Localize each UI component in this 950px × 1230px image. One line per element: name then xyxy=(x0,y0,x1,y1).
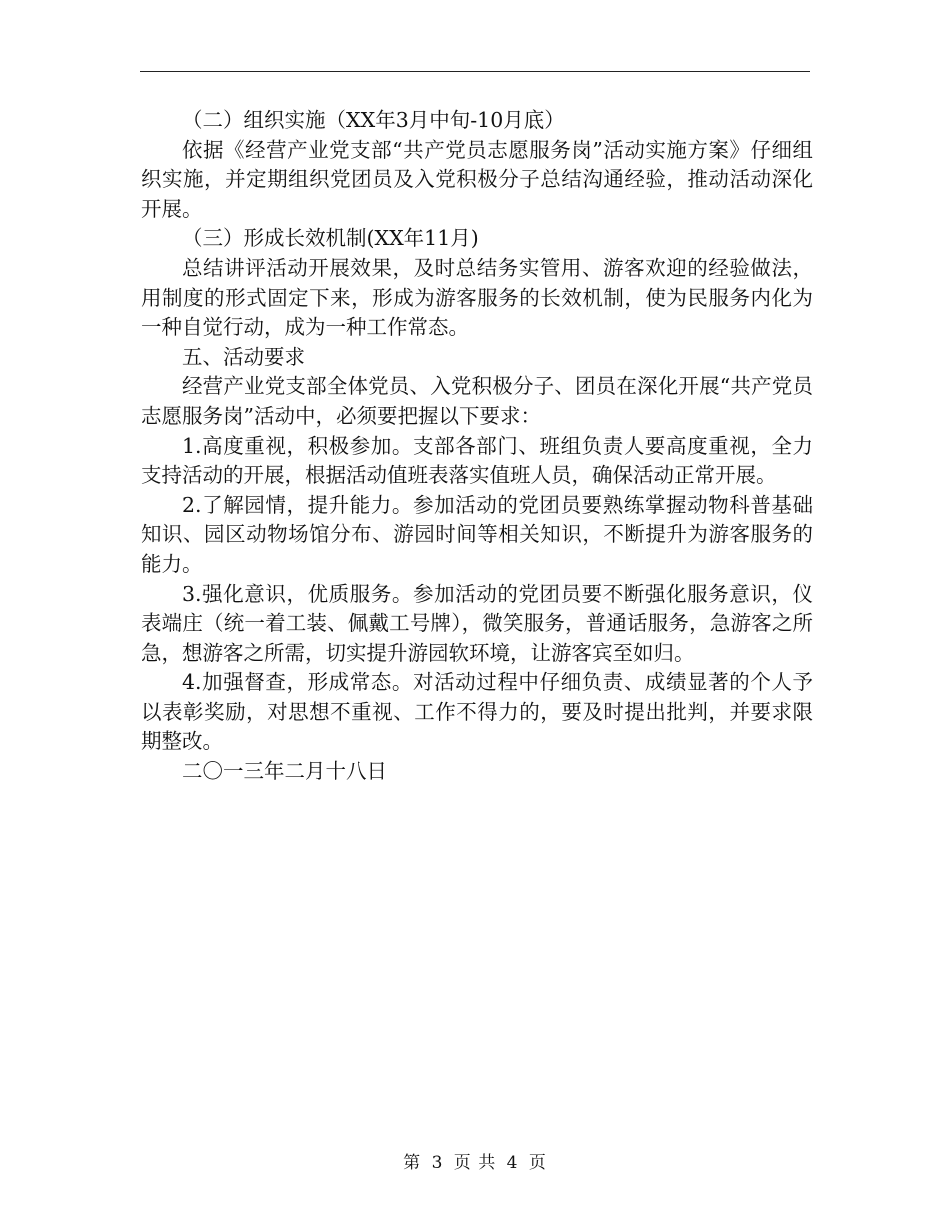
document-date: 二〇一三年二月十八日 xyxy=(182,759,387,784)
page-label-prefix: 第 xyxy=(403,1153,422,1173)
section-heading-requirements: 五、活动要求 xyxy=(182,344,305,369)
section-heading-long-term-mechanism: （三）形成长效机制(XX年11月) xyxy=(182,226,479,251)
page-footer xyxy=(0,1148,950,1173)
current-page-number: 3 xyxy=(431,1153,444,1173)
header-rule xyxy=(140,71,810,72)
requirement-item-2: 2.了解园情，提升能力。参加活动的党团员要熟练掌握动物科普基础知识、园区动物场馆分布、游园时间等相关知识，不断提升为游客服务的能力。 xyxy=(141,492,813,576)
paragraph-long-term-mechanism: 总结讲评活动开展效果，及时总结务实管用、游客欢迎的经验做法，用制度的形式固定下来，形成为游客服务的长效机制，使为民服务内化为一种自觉行动，成为一种工作常态。 xyxy=(141,255,813,340)
paragraph-implementation: 依据《经营产业党支部“共产党员志愿服务岗”活动实施方案》仔细组织实施，并定期组织党团员及入党积极分子总结沟通经验，推动活动深化开展。 xyxy=(141,137,813,221)
section-heading-implementation: （二）组织实施（XX年3月中旬-10月底） xyxy=(182,108,565,132)
document-body xyxy=(141,106,813,787)
total-pages-number: 4 xyxy=(506,1153,519,1173)
requirement-item-1: 1.高度重视，积极参加。支部各部门、班组负责人要高度重视，全力支持活动的开展，根据活动值班表落实值班人员，确保活动正常开展。 xyxy=(141,433,813,488)
requirement-item-4: 4.加强督查，形成常态。对活动过程中仔细负责、成绩显著的个人予以表彰奖励，对思想不重视、工作不得力的，要及时提出批判，并要求限期整改。 xyxy=(141,670,813,754)
requirement-item-3: 3.强化意识，优质服务。参加活动的党团员要不断强化服务意识，仪表端庄（统一着工装、佩戴工号牌），微笑服务，普通话服务，急游客之所急，想游客之所需，切实提升游园软环境，让游客宾至如归。 xyxy=(141,581,813,665)
page-label-suffix: 页 xyxy=(528,1153,547,1173)
page-label-middle: 页 共 xyxy=(453,1153,497,1173)
paragraph-requirements-intro: 经营产业党支部全体党员、入党积极分子、团员在深化开展“共产党员志愿服务岗”活动中，必须要把握以下要求： xyxy=(141,374,813,428)
